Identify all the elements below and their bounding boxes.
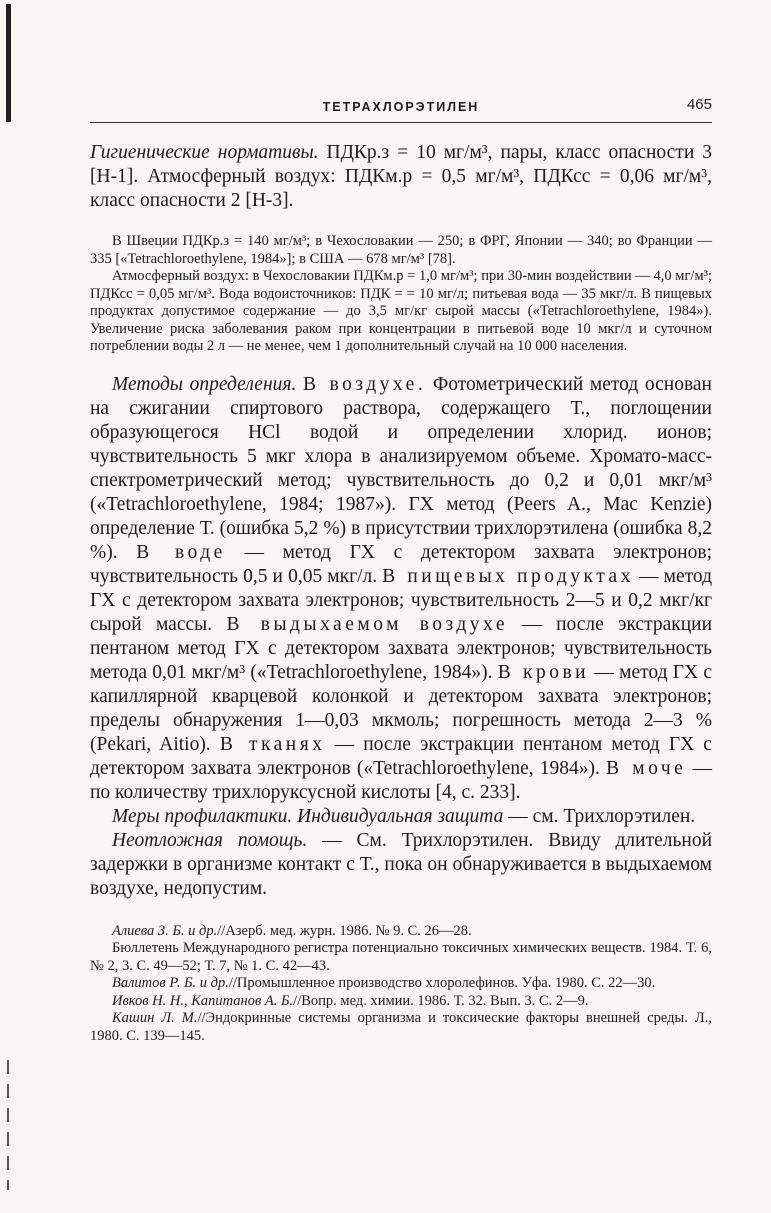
exhaled-air-label: В выдыхаемом воздухе bbox=[226, 613, 508, 635]
reference-item bbox=[90, 993, 712, 1011]
methods-label: Методы определения. bbox=[112, 373, 297, 395]
foreign-norms-paragraph: В Швеции ПДКр.з = 140 мг/м³; в Чехословакии — 250; в ФРГ, Японии — 340; во Франции — 335 [«Tetrachloroethylene, 1984»]; в США — 678 мг/м³ [78]. bbox=[90, 233, 712, 267]
page-header bbox=[90, 92, 712, 123]
exhaled-air-text: — после экстракции пентаном метод ГХ с детектором захвата электронов; чувствительность метода 0,01 мкг/м³ («Tetrachloroethylene, 1984»). bbox=[90, 613, 713, 683]
emergency-paragraph bbox=[90, 829, 712, 901]
prevention-text: — см. Трихлорэтилен. bbox=[508, 805, 696, 827]
blood-text: — метод ГХ с капиллярной кварцевой колонкой и детектором захвата электронов; пределы обнаружения 1—0,03 мкмоль; погрешность метода 2—3 % (Pekari, Aitio). bbox=[90, 661, 713, 755]
hygienic-norms-paragraph bbox=[90, 141, 712, 213]
reference-authors: Ивков Н. Н., Капитанов А. Б. bbox=[112, 992, 294, 1009]
reference-details: //Эндокринные системы организма и токсические факторы внешней среды. Л., 1980. С. 139—145. bbox=[90, 1010, 712, 1044]
page bbox=[90, 92, 712, 1045]
emergency-label: Неотложная помощь. bbox=[112, 829, 308, 851]
reference-authors: Кашин Л. М. bbox=[112, 1010, 198, 1026]
reference-details: Бюллетень Международного регистра потенциально токсичных химических веществ. 1984. Т. 6, № 2, 3. С. 49—52; Т. 7, № 1. С. 42—43. bbox=[90, 940, 712, 974]
norms-text: ПДКр.з = 10 мг/м³, пары, класс опасности 3 [Н-1]. Атмосферный воздух: ПДКм.р = 0,5 мг/м³, ПДКсс = 0,06 мг/м³, класс опасности 2 [Н-3]. bbox=[90, 142, 712, 211]
prevention-label: Меры профилактики. Индивидуальная защита bbox=[112, 805, 504, 827]
tissue-label: В тканях bbox=[219, 733, 326, 755]
atmospheric-air-paragraph: Атмосферный воздух: в Чехословакии ПДКм.р = 1,0 мг/м³; при 30-мин воздействии — 4,0 мг/м³; ПДКсс = 0,05 мг/м³. Вода водоисточников: ПДК = = 10 мг/л; питьевая вода — 35 мкг/л. В пищевых продуктах допустимое содержание — до 3,5 мг/кг сырой массы («Tetrachloroethylene, 1984»). Увеличение риска заболевания раком при концентрации в питьевой воде 10 мкг/л и суточном потреблении воды 2 л — не менее, чем 1 дополнительный случай на 10 000 населения. bbox=[90, 268, 712, 354]
methods-paragraph bbox=[90, 373, 712, 805]
air-label: В воздухе. bbox=[302, 373, 427, 395]
reference-details: //Вопр. мед. химии. 1986. Т. 32. Вып. 3. С. 2—9. bbox=[293, 992, 589, 1009]
tissue-text: — после экстракции пентаном метод ГХ с детектором захвата электронов («Tetrachloroethylene, 1984»). bbox=[90, 733, 712, 779]
running-title: ТЕТРАХЛОРЭТИЛЕН bbox=[322, 100, 480, 114]
water-label: В воде bbox=[136, 541, 226, 563]
prevention-paragraph bbox=[90, 805, 712, 829]
reference-item bbox=[90, 923, 712, 941]
margin-ticks bbox=[7, 1060, 9, 1190]
reference-authors: Алиева З. Б. и др. bbox=[112, 922, 218, 939]
reference-details: //Азерб. мед. журн. 1986. № 9. С. 26—28. bbox=[217, 922, 472, 939]
reference-item bbox=[90, 1010, 712, 1045]
reference-item bbox=[90, 940, 712, 975]
blood-label: В крови bbox=[497, 661, 590, 683]
air-text: Фотометрический метод основан на сжигании спиртового раствора, содержащего Т., поглощении образующегося HCl водой и определении хлорид. ионов; чувствительность 5 мкг хлора в анализируемом объеме. Хромато-масс-спектрометрический метод; чувствительность до 0,2 и 0,01 мкг/м³ («Tetrachloroethylene, 1984; 1987»). ГХ метод (Peers A., Mac Kenzie) определение Т. (ошибка 5,2 %) в присутствии трихлорэтилена (ошибка 8,2 %). bbox=[90, 373, 712, 563]
norms-label: Гигиенические нормативы. bbox=[90, 142, 319, 163]
reference-authors: Валитов Р. Б. и др. bbox=[112, 975, 229, 991]
reference-item bbox=[90, 975, 712, 993]
food-label: В пищевых продуктах bbox=[382, 565, 634, 587]
food-text: — метод ГХ с детектором захвата электронов; чувствительность 2—5 и 0,2 мкг/кг сырой массы. bbox=[90, 565, 713, 635]
page-edge-mark bbox=[6, 4, 11, 122]
water-text: — метод ГХ с детектором захвата электронов; чувствительность 0,5 и 0,05 мкг/л. bbox=[90, 541, 712, 587]
urine-label: В моче bbox=[606, 757, 687, 779]
page-number: 465 bbox=[686, 96, 712, 113]
urine-text: — по количеству трихлоруксусной кислоты [4, с. 233]. bbox=[90, 757, 712, 803]
reference-details: //Промышленное производство хлоролефинов. Уфа. 1980. С. 22—30. bbox=[228, 975, 656, 991]
references-list bbox=[90, 923, 712, 1046]
emergency-text: — См. Трихлорэтилен. Ввиду длительной задержки в организме контакт с Т., пока он обнаруживается в выдыхаемом воздухе, недопустим. bbox=[90, 829, 712, 899]
